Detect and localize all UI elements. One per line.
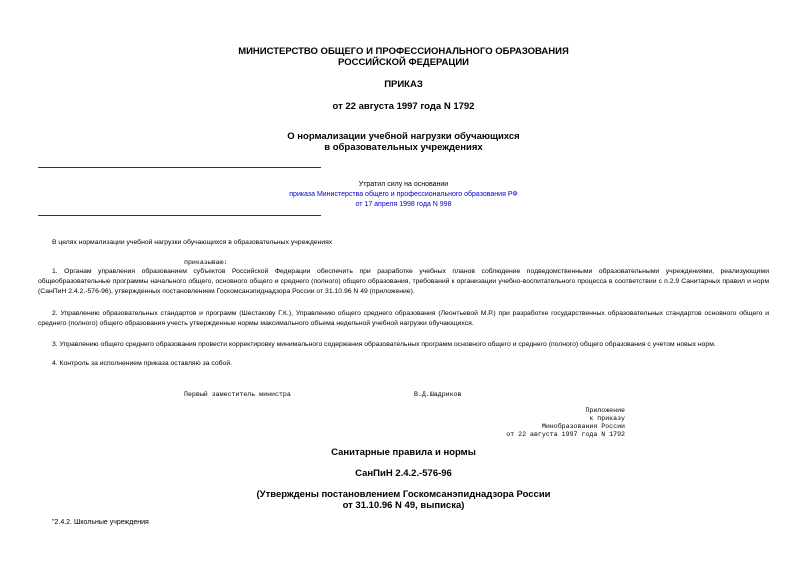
document-title-line2: в образовательных учреждениях — [324, 142, 483, 153]
appendix-note-line3: Минобразования России — [541, 423, 625, 430]
appendix-note-line4: от 22 августа 1997 года N 1792 — [506, 431, 625, 438]
appendix-note-line2: к приказу — [589, 415, 625, 422]
appendix-approval-line2: от 31.10.96 N 49, выписка) — [342, 500, 465, 511]
signatory-position: Первый заместитель министра — [184, 391, 291, 398]
repeal-order-link-line2[interactable]: от 17 апреля 1998 года N 998 — [355, 201, 452, 208]
document-date: от 22 августа 1997 года N 1792 — [332, 101, 475, 112]
ministry-name-line1: МИНИСТЕРСТВО ОБЩЕГО И ПРОФЕССИОНАЛЬНОГО ОБРАЗОВАНИЯ — [238, 46, 569, 57]
document-title-line1: О нормализации учебной нагрузки обучающихся — [287, 131, 520, 142]
appendix-note-line1: Приложение — [585, 407, 625, 414]
intro-paragraph: В целях нормализации учебной нагрузки обучающихся в образовательных учреждениях — [52, 239, 333, 246]
order-item-1: 1. Органам управления образованием субъектов Российской Федерации обеспечить при разработке учебных планов соблюдение подведомственными образовательными учреждениями, реализующими общеобразовательные программы начального общего, основного общего и среднего (полного) общего образования, требований к организации учебно-воспитательного процесса в соответствии с п.2.9 Санитарных правил и норм (СанПиН 2.4.2.-576-96), утвержденных постановлением Госкомсанэпиднадзора России от 31.10.96 N 49 (приложение). — [38, 268, 769, 295]
top-divider — [38, 167, 321, 168]
order-word: приказываю: — [184, 259, 228, 266]
appendix-approval-line1: (Утверждены постановлением Госкомсанэпиднадзора России — [256, 489, 551, 500]
order-item-2: 2. Управлению образовательных стандартов и программ (Шестакову Г.К.), Управлению общего среднего образования (Леонтьевой М.Р.) при разработке государственных образовательных стандартов основного общего и среднего (полного) общего образования учесть утвержденные нормы максимального объема недельной учебной нагрузки обучающихся. — [38, 310, 769, 327]
status-note-text: Утратил силу на основании — [358, 181, 449, 188]
appendix-title: Санитарные правила и нормы — [331, 447, 476, 458]
signatory-name: В.Д.Шадриков — [414, 391, 462, 398]
order-item-4: 4. Контроль за исполнением приказа оставляю за собой. — [52, 360, 233, 367]
ministry-name-line2: РОССИЙСКОЙ ФЕДЕРАЦИИ — [337, 57, 469, 68]
appendix-section-heading: "2.4.2. Школьные учреждения — [52, 519, 149, 526]
order-item-3: 3. Управлению общего среднего образования провести корректировку минимального содержания образовательных программ основного общего и среднего (полного) общего образования с учетом новых норм. — [52, 341, 716, 348]
document-type: ПРИКАЗ — [384, 79, 423, 90]
bottom-divider — [38, 215, 321, 216]
repeal-order-link-line1[interactable]: приказа Министерства общего и профессионального образования РФ — [289, 191, 518, 198]
appendix-code: СанПиН 2.4.2.-576-96 — [355, 468, 452, 479]
